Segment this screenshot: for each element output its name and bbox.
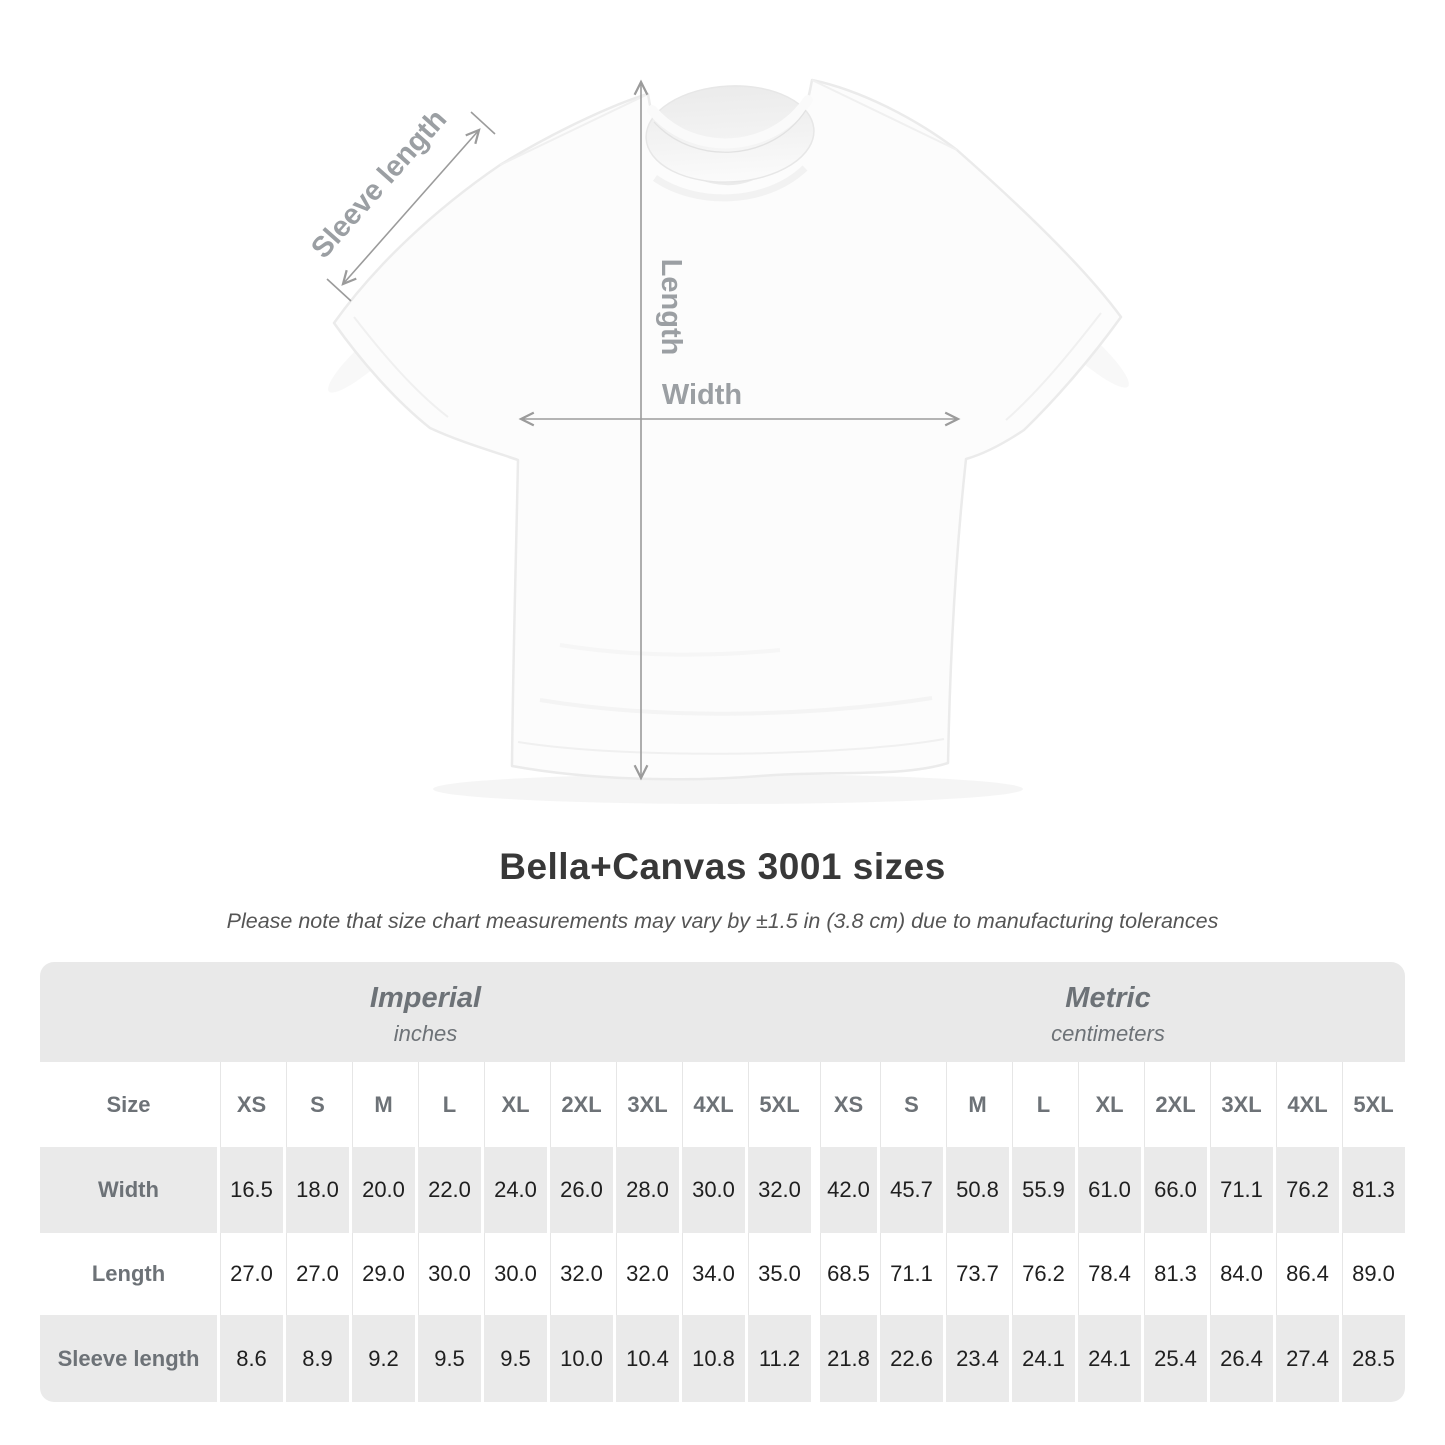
- length-label: Length: [655, 258, 687, 356]
- value-length-cm-3xl: 84.0: [1207, 1233, 1273, 1315]
- imperial-label: Imperial: [369, 981, 482, 1014]
- value-sleeve-length-cm-3xl: 26.4: [1207, 1315, 1273, 1402]
- size-header-imperial-5xl: 5XL: [745, 1062, 811, 1147]
- value-sleeve-length-in-xs: 8.6: [217, 1315, 283, 1402]
- size-header-imperial-4xl: 4XL: [679, 1062, 745, 1147]
- value-width-in-4xl: 30.0: [679, 1147, 745, 1233]
- value-length-in-5xl: 35.0: [745, 1233, 811, 1315]
- size-header-metric-4xl: 4XL: [1273, 1062, 1339, 1147]
- size-header-metric-m: M: [943, 1062, 1009, 1147]
- sleeve-arrow-tick-bottom: [327, 279, 351, 301]
- size-header-imperial-l: L: [415, 1062, 481, 1147]
- value-width-cm-s: 45.7: [877, 1147, 943, 1233]
- value-width-in-s: 18.0: [283, 1147, 349, 1233]
- size-header-imperial-xl: XL: [481, 1062, 547, 1147]
- value-sleeve-length-in-4xl: 10.8: [679, 1315, 745, 1402]
- value-length-in-4xl: 34.0: [679, 1233, 745, 1315]
- size-header-imperial-s: S: [283, 1062, 349, 1147]
- size-header-metric-xl: XL: [1075, 1062, 1141, 1147]
- value-length-cm-xs: 68.5: [811, 1233, 877, 1315]
- value-sleeve-length-in-s: 8.9: [283, 1315, 349, 1402]
- value-length-in-xs: 27.0: [217, 1233, 283, 1315]
- value-length-in-xl: 30.0: [481, 1233, 547, 1315]
- metric-unit-label: centimeters: [1051, 1020, 1165, 1046]
- value-width-in-2xl: 26.0: [547, 1147, 613, 1233]
- value-width-in-3xl: 28.0: [613, 1147, 679, 1233]
- value-length-cm-4xl: 86.4: [1273, 1233, 1339, 1315]
- value-width-cm-3xl: 71.1: [1207, 1147, 1273, 1233]
- value-sleeve-length-cm-s: 22.6: [877, 1315, 943, 1402]
- value-length-in-l: 30.0: [415, 1233, 481, 1315]
- value-length-cm-s: 71.1: [877, 1233, 943, 1315]
- value-sleeve-length-cm-m: 23.4: [943, 1315, 1009, 1402]
- row-label-sleeve-length: Sleeve length: [40, 1315, 217, 1402]
- tolerance-note: Please note that size chart measurements may vary by ±1.5 in (3.8 cm) due to manufacturing tolerances: [226, 909, 1219, 933]
- value-width-in-m: 20.0: [349, 1147, 415, 1233]
- value-length-in-2xl: 32.0: [547, 1233, 613, 1315]
- imperial-unit-label: inches: [393, 1020, 458, 1046]
- value-width-cm-xl: 61.0: [1075, 1147, 1141, 1233]
- value-sleeve-length-cm-5xl: 28.5: [1339, 1315, 1405, 1402]
- size-chart-grid: [40, 1062, 1405, 1402]
- size-header-metric-5xl: 5XL: [1339, 1062, 1405, 1147]
- size-header-metric-s: S: [877, 1062, 943, 1147]
- value-sleeve-length-in-2xl: 10.0: [547, 1315, 613, 1402]
- size-column-header: Size: [106, 1091, 151, 1117]
- metric-label: Metric: [1065, 981, 1151, 1014]
- value-width-cm-xs: 42.0: [811, 1147, 877, 1233]
- value-width-in-xs: 16.5: [217, 1147, 283, 1233]
- value-sleeve-length-in-m: 9.2: [349, 1315, 415, 1402]
- value-sleeve-length-cm-4xl: 27.4: [1273, 1315, 1339, 1402]
- size-header-metric-xs: XS: [811, 1062, 877, 1147]
- value-width-cm-l: 55.9: [1009, 1147, 1075, 1233]
- value-sleeve-length-cm-xs: 21.8: [811, 1315, 877, 1402]
- units-header-band: [40, 962, 1405, 1062]
- value-width-cm-2xl: 66.0: [1141, 1147, 1207, 1233]
- metric-section-header: [811, 962, 1405, 1062]
- imperial-section-header: [40, 962, 811, 1062]
- value-sleeve-length-cm-xl: 24.1: [1075, 1315, 1141, 1402]
- value-sleeve-length-cm-l: 24.1: [1009, 1315, 1075, 1402]
- sleeve-length-label: Sleeve length: [305, 103, 454, 265]
- value-width-cm-m: 50.8: [943, 1147, 1009, 1233]
- value-length-in-m: 29.0: [349, 1233, 415, 1315]
- value-sleeve-length-in-xl: 9.5: [481, 1315, 547, 1402]
- size-chart-table: [40, 962, 1405, 1402]
- value-length-in-3xl: 32.0: [613, 1233, 679, 1315]
- value-sleeve-length-in-5xl: 11.2: [745, 1315, 811, 1402]
- size-header-imperial-m: M: [349, 1062, 415, 1147]
- value-sleeve-length-in-l: 9.5: [415, 1315, 481, 1402]
- value-width-cm-5xl: 81.3: [1339, 1147, 1405, 1233]
- size-header-imperial-3xl: 3XL: [613, 1062, 679, 1147]
- value-width-in-5xl: 32.0: [745, 1147, 811, 1233]
- value-length-cm-l: 76.2: [1009, 1233, 1075, 1315]
- size-header-metric-2xl: 2XL: [1141, 1062, 1207, 1147]
- value-width-in-l: 22.0: [415, 1147, 481, 1233]
- value-width-cm-4xl: 76.2: [1273, 1147, 1339, 1233]
- value-length-in-s: 27.0: [283, 1233, 349, 1315]
- row-label-width: Width: [40, 1147, 217, 1233]
- value-length-cm-xl: 78.4: [1075, 1233, 1141, 1315]
- row-label-length: Length: [91, 1261, 166, 1286]
- value-length-cm-5xl: 89.0: [1339, 1233, 1405, 1315]
- value-sleeve-length-cm-2xl: 25.4: [1141, 1315, 1207, 1402]
- page-title: Bella+Canvas 3001 sizes: [499, 846, 946, 887]
- tshirt-graphic: [334, 80, 1121, 779]
- value-sleeve-length-in-3xl: 10.4: [613, 1315, 679, 1402]
- width-label: Width: [661, 379, 743, 411]
- size-header-metric-3xl: 3XL: [1207, 1062, 1273, 1147]
- value-length-cm-2xl: 81.3: [1141, 1233, 1207, 1315]
- sleeve-arrow-tick-top: [471, 112, 495, 134]
- size-header-imperial-2xl: 2XL: [547, 1062, 613, 1147]
- size-header-imperial-xs: XS: [217, 1062, 283, 1147]
- value-width-in-xl: 24.0: [481, 1147, 547, 1233]
- value-length-cm-m: 73.7: [943, 1233, 1009, 1315]
- size-header-metric-l: L: [1009, 1062, 1075, 1147]
